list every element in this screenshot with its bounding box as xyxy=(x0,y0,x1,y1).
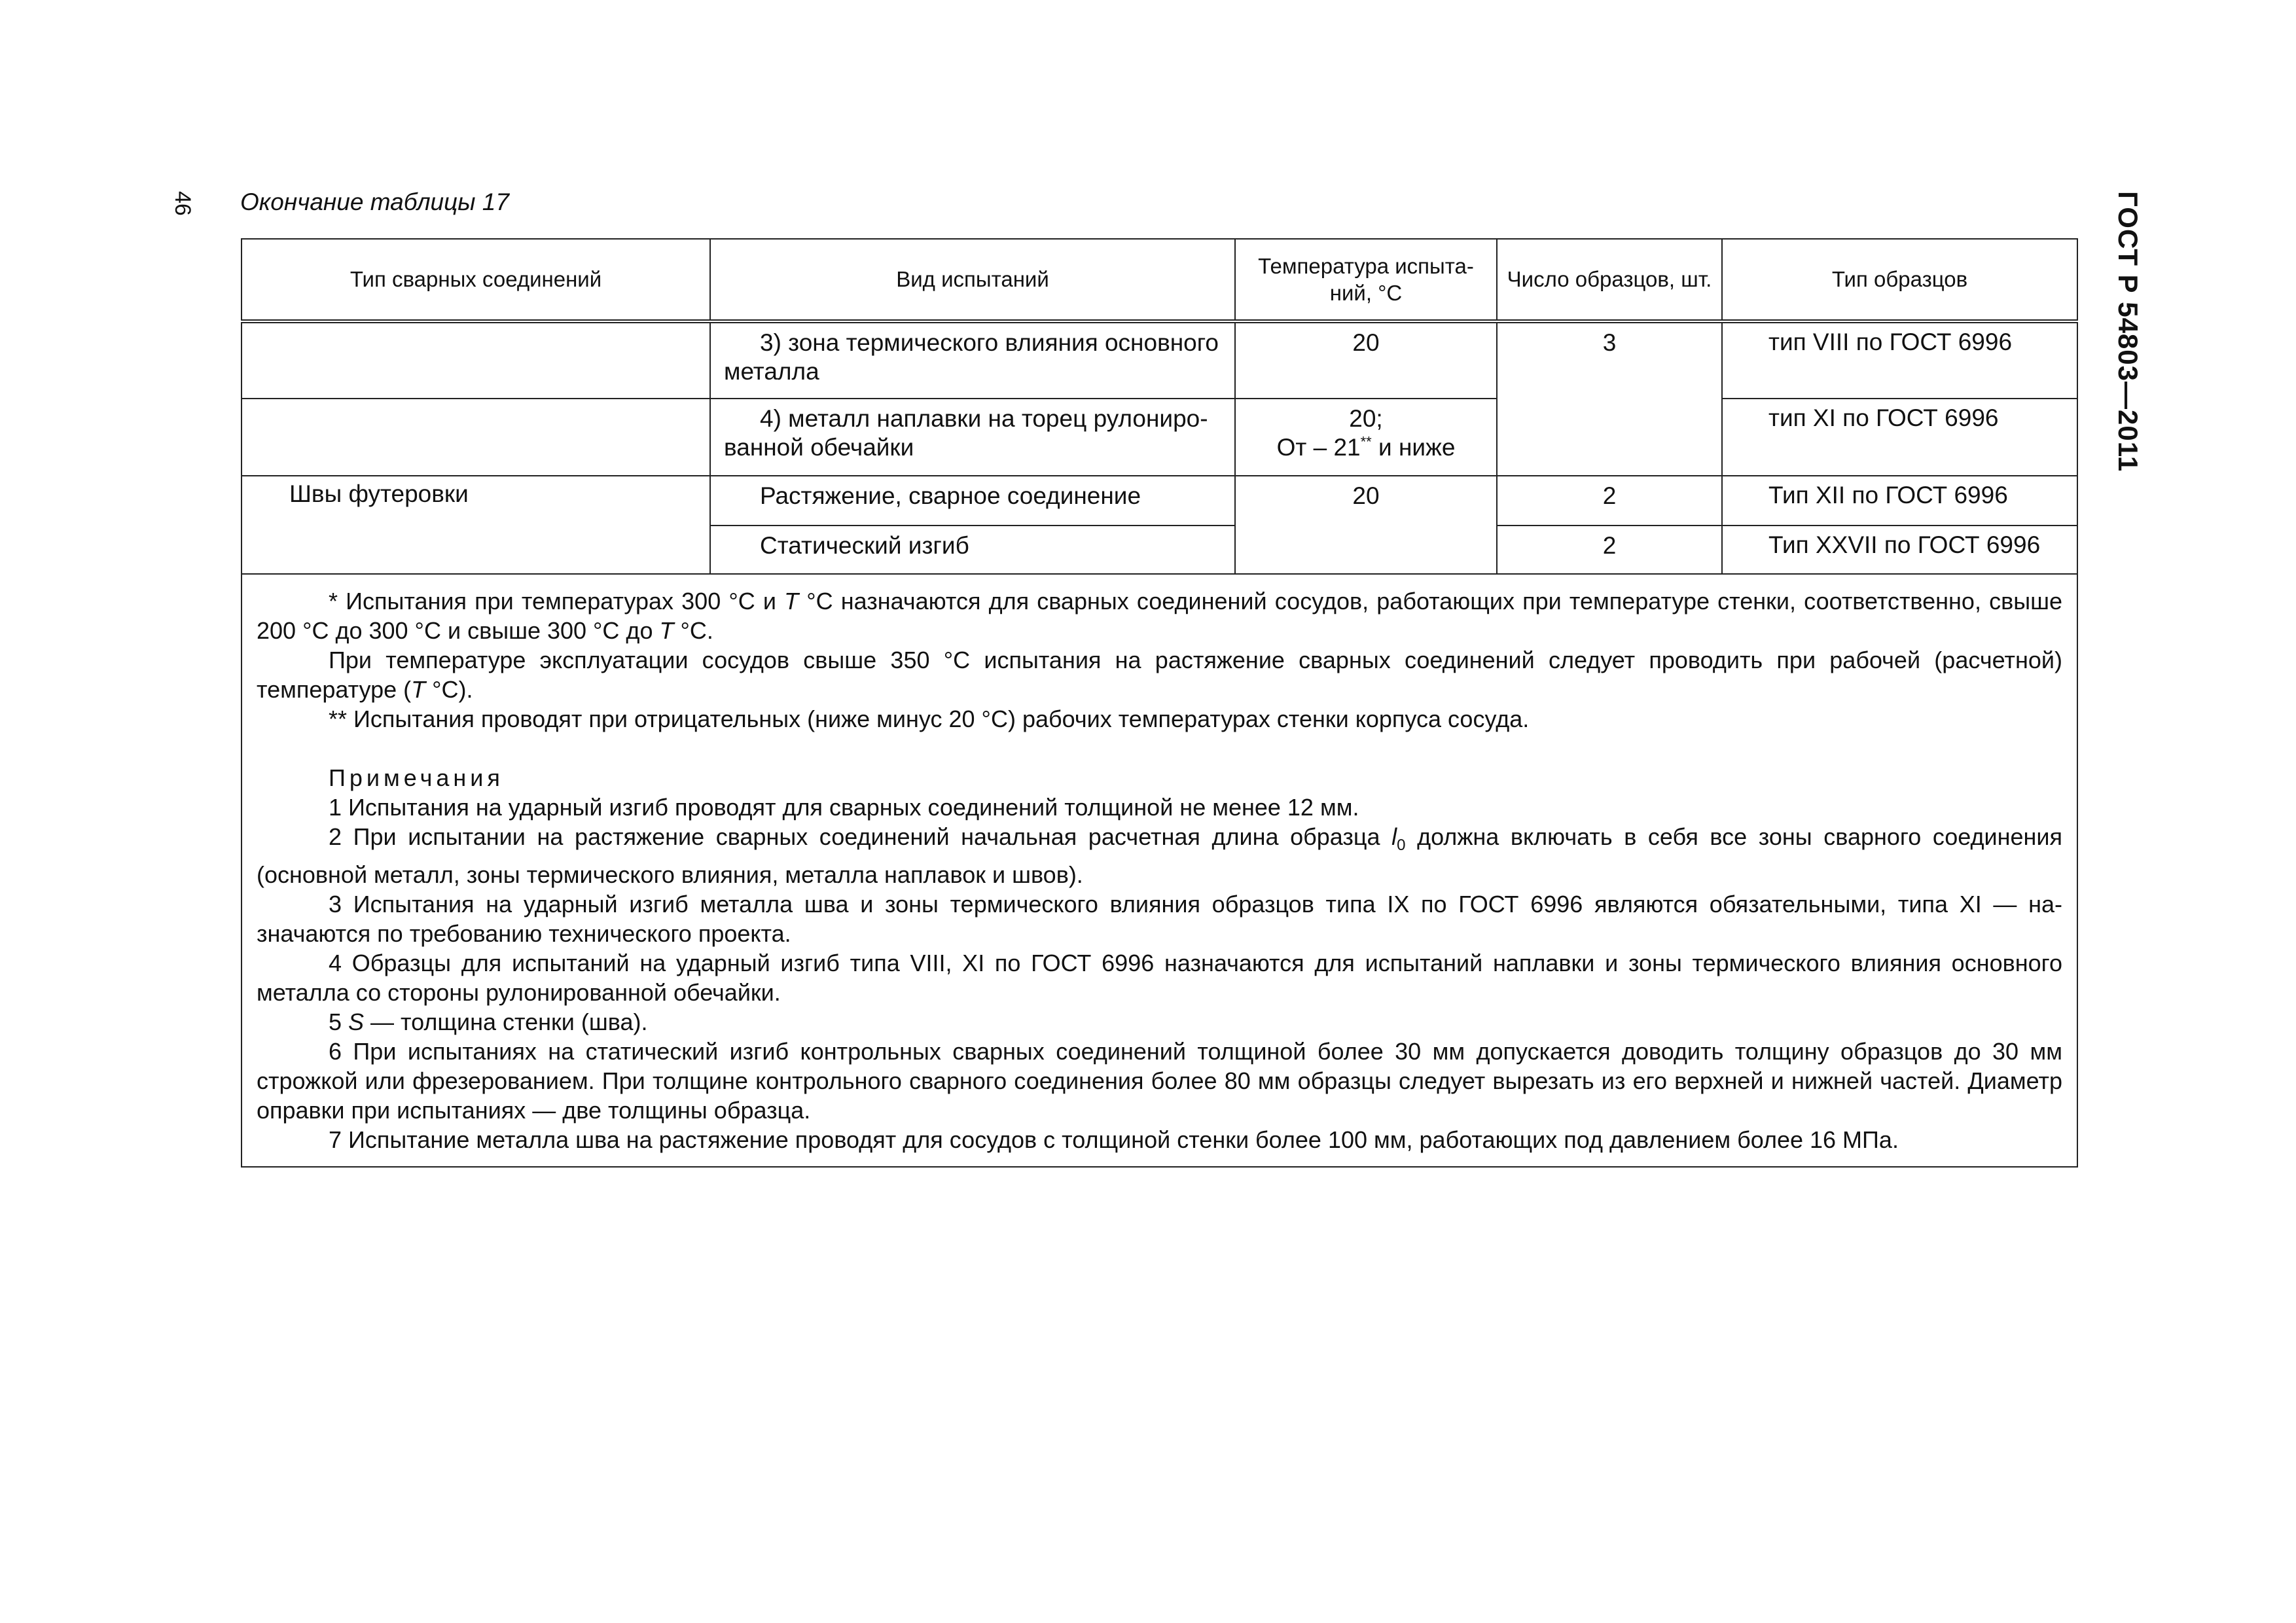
page-number: 46 xyxy=(170,191,195,216)
count-cell: 3 xyxy=(1497,321,1722,476)
temp-cell xyxy=(1235,399,1497,476)
joint-cell: Швы футеровки xyxy=(242,476,710,574)
table-header-row xyxy=(242,239,2077,321)
test-text: 4) металл наплавки на торец рулониро-ванной обечайки xyxy=(724,405,1208,461)
note-4: 4 Образцы для испытаний на ударный изгиб типа VIII, XI по ГОСТ 6996 назначаются для испытаний наплавки и зоны термического влияния основного металла со стороны рулонированной обечайки. xyxy=(257,950,2062,1007)
footnote-1: * Испытания при температурах 300 °С и Т °С назначаются для сварных соединений сосудов, работающих при температуре стенки, соответственно, свыше 200 °С до 300 °С и свыше 300 °С до Т °С. xyxy=(257,588,2062,644)
temp-footnote-mark: ** xyxy=(1360,434,1372,451)
table-row xyxy=(242,399,2077,476)
spec-cell: тип XI по ГОСТ 6996 xyxy=(1722,399,2077,476)
standard-code: ГОСТ Р 54803—2011 xyxy=(2113,191,2144,473)
notes-row xyxy=(242,574,2077,1167)
notes-heading: Примечания xyxy=(329,764,504,791)
joint-cell xyxy=(242,321,710,399)
count-cell: 2 xyxy=(1497,476,1722,526)
footnote-2: ** Испытания проводят при отрицательных (ниже минус 20 °С) рабочих температурах стенки корпуса сосуда. xyxy=(329,705,1530,732)
test-text: Растяжение, сварное соединение xyxy=(760,482,1141,509)
spec-cell: тип VIII по ГОСТ 6996 xyxy=(1722,321,2077,399)
header-sample-count: Число образцов, шт. xyxy=(1497,239,1722,321)
note-5: 5 S — толщина стенки (шва). xyxy=(329,1008,648,1036)
temp-line-2: От – 21 xyxy=(1276,434,1361,461)
spec-cell: Тип XXVII по ГОСТ 6996 xyxy=(1722,526,2077,574)
header-test-kind: Вид испытаний xyxy=(710,239,1235,321)
test-text: Статический изгиб xyxy=(760,532,969,559)
temp-line-2-end: и ниже xyxy=(1371,434,1456,461)
temp-cell: 20 xyxy=(1235,321,1497,399)
note-6: 6 При испытаниях на статический изгиб контрольных сварных соединений толщиной более 30 мм допускается доводить толщину образцов до 30 мм строжкой или фрезерованием. При толщине контрольного сварного соединения более 80 мм образцы следует вырезать из его верхней и нижней частей. Диаметр оправки при испытаниях — две толщины образца. xyxy=(257,1038,2062,1124)
header-sample-type: Тип образцов xyxy=(1722,239,2077,321)
note-2: 2 При испытании на растяжение сварных соединений начальная расчетная длина образца $l_0$ должна включать в себя все зоны сварного соединения (основной металл, зоны термического влияния, металла наплавок и швов). xyxy=(257,823,2063,889)
table-row xyxy=(242,476,2077,526)
note-3: 3 Испытания на ударный изгиб металла шва и зоны термического влияния образцов типа IX по ГОСТ 6996 являются обязательными, типа XI — на-значаются по требованию технического проекта. xyxy=(257,891,2062,948)
note-7: 7 Испытание металла шва на растяжение проводят для сосудов с толщиной стенки более 100 мм, работающих под давлением более 16 МПа. xyxy=(329,1126,1899,1154)
joint-cell xyxy=(242,399,710,476)
table-row xyxy=(242,321,2077,399)
header-temperature: Температура испыта-ний, °С xyxy=(1235,239,1497,321)
count-cell: 2 xyxy=(1497,526,1722,574)
test-cell xyxy=(710,321,1235,399)
temp-line-1: 20; xyxy=(1349,405,1383,432)
spec-cell: Тип XII по ГОСТ 6996 xyxy=(1722,476,2077,526)
note-1: 1 Испытания на ударный изгиб проводят для сварных соединений толщиной не менее 12 мм. xyxy=(329,794,1359,821)
test-text: 3) зона термического влияния основного металла xyxy=(724,329,1219,385)
test-cell xyxy=(710,526,1235,574)
table-17-end xyxy=(241,238,2078,1168)
notes-cell xyxy=(242,574,2077,1167)
test-cell xyxy=(710,399,1235,476)
test-cell xyxy=(710,476,1235,526)
temp-cell: 20 xyxy=(1235,476,1497,574)
footnote-1-continuation: При температуре эксплуатации сосудов свыше 350 °С испытания на растяжение сварных соединений следует проводить при рабочей (расчетной) температуре (Т °С). xyxy=(257,647,2062,703)
header-joint-type: Тип сварных соединений xyxy=(242,239,710,321)
table-caption: Окончание таблицы 17 xyxy=(240,188,509,215)
